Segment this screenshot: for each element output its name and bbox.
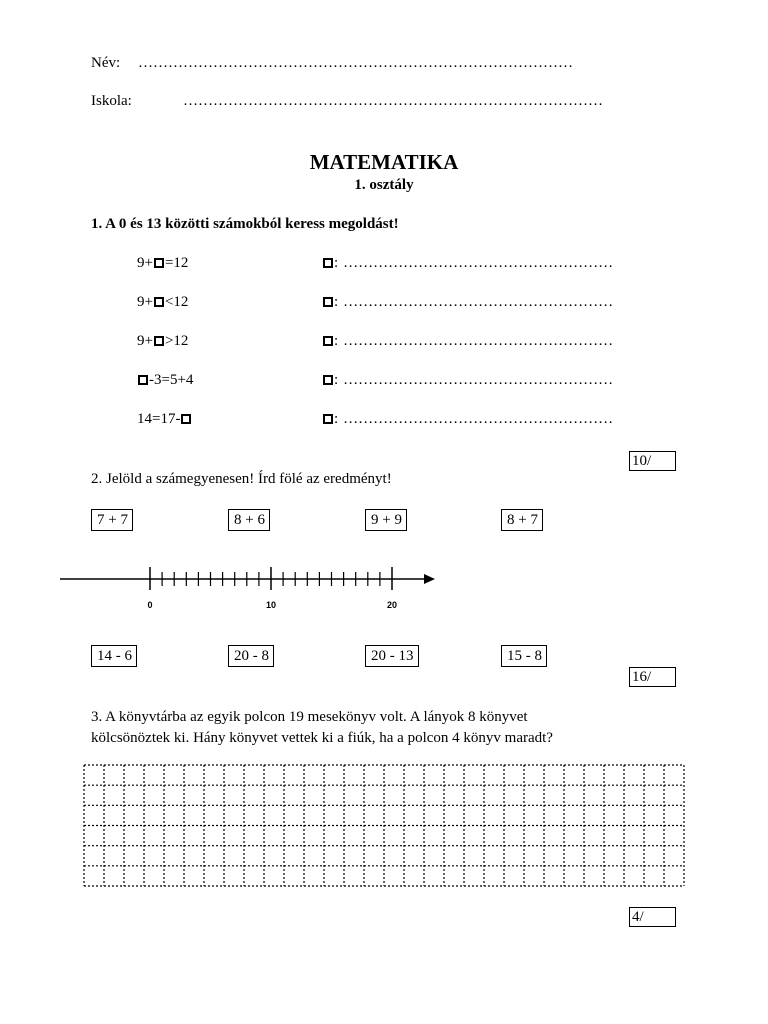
answer-dots: ……………………………………………… bbox=[343, 372, 614, 388]
bottom-expression-box[interactable]: 15 - 8 bbox=[501, 645, 547, 667]
blank-box-icon bbox=[181, 414, 191, 424]
task1-equation bbox=[137, 254, 188, 272]
equation-suffix: <12 bbox=[164, 294, 189, 310]
top-expression-box[interactable]: 9 + 9 bbox=[365, 509, 407, 531]
blank-box-icon bbox=[154, 258, 164, 268]
tick-label: 10 bbox=[265, 600, 277, 610]
school-dots[interactable]: ………………………………………………………………………… bbox=[183, 93, 603, 109]
task1-answer-line[interactable] bbox=[322, 410, 613, 428]
answer-colon: : bbox=[334, 255, 339, 271]
blank-box-icon bbox=[138, 375, 148, 385]
equation-suffix: >12 bbox=[164, 333, 189, 349]
name-line bbox=[91, 54, 120, 72]
task1-answer-line[interactable] bbox=[322, 293, 613, 311]
equation-suffix: =12 bbox=[164, 255, 189, 271]
blank-box-icon bbox=[323, 414, 333, 424]
equation-prefix: 9+ bbox=[137, 333, 153, 349]
task1-equation bbox=[137, 410, 192, 428]
task3-score-box[interactable]: 4/ bbox=[629, 907, 676, 927]
task1-equation bbox=[137, 371, 193, 389]
task1-answer-line[interactable] bbox=[322, 332, 613, 350]
school-label: Iskola: bbox=[91, 93, 132, 109]
tick-label: 0 bbox=[147, 600, 153, 610]
answer-dots: ……………………………………………… bbox=[343, 255, 614, 271]
answer-colon: : bbox=[334, 294, 339, 310]
number-line-ticks bbox=[150, 567, 392, 590]
blank-box-icon bbox=[323, 375, 333, 385]
answer-colon: : bbox=[334, 411, 339, 427]
equation-prefix: 14=17- bbox=[137, 411, 181, 427]
equation-suffix: -3=5+4 bbox=[149, 372, 194, 388]
bottom-expression-box[interactable]: 14 - 6 bbox=[91, 645, 137, 667]
tick-label: 20 bbox=[386, 600, 398, 610]
blank-box-icon bbox=[323, 336, 333, 346]
number-line-labels bbox=[147, 600, 397, 610]
answer-colon: : bbox=[334, 333, 339, 349]
answer-grid[interactable] bbox=[83, 764, 685, 888]
top-expression-box[interactable]: 8 + 6 bbox=[228, 509, 270, 531]
blank-box-icon bbox=[323, 258, 333, 268]
task3-line2: kölcsönöztek ki. Hány könyvet vettek ki a fiúk, ha a polcon 4 könyv maradt? bbox=[91, 730, 553, 746]
answer-dots: ……………………………………………… bbox=[343, 411, 614, 427]
blank-box-icon bbox=[154, 336, 164, 346]
task1-equation bbox=[137, 332, 188, 350]
blank-box-icon bbox=[323, 297, 333, 307]
answer-dots: ……………………………………………… bbox=[343, 294, 614, 310]
top-expression-box[interactable]: 8 + 7 bbox=[501, 509, 543, 531]
top-expression-box[interactable]: 7 + 7 bbox=[91, 509, 133, 531]
bottom-expression-box[interactable]: 20 - 8 bbox=[228, 645, 274, 667]
name-dots[interactable]: …………………………………………………………………………… bbox=[138, 55, 573, 71]
number-line-arrow-icon bbox=[424, 574, 435, 584]
task1-heading: 1. A 0 és 13 közötti számokból keress megoldást! bbox=[91, 216, 399, 232]
page-title: MATEMATIKA bbox=[309, 150, 459, 174]
task1-score-box[interactable]: 10/ bbox=[629, 451, 676, 471]
blank-box-icon bbox=[154, 297, 164, 307]
task1-answer-line[interactable] bbox=[322, 371, 613, 389]
equation-prefix: 9+ bbox=[137, 255, 153, 271]
equation-prefix: 9+ bbox=[137, 294, 153, 310]
task2-score-box[interactable]: 16/ bbox=[629, 667, 676, 687]
task3-line1: 3. A könyvtárba az egyik polcon 19 mesekönyv volt. A lányok 8 könyvet bbox=[91, 709, 528, 725]
task1-equation bbox=[137, 293, 188, 311]
bottom-expression-box[interactable]: 20 - 13 bbox=[365, 645, 419, 667]
answer-dots: ……………………………………………… bbox=[343, 333, 614, 349]
task2-heading: 2. Jelöld a számegyenesen! Írd fölé az eredményt! bbox=[91, 471, 392, 487]
name-label: Név: bbox=[91, 55, 121, 71]
number-line[interactable] bbox=[55, 560, 445, 615]
page-subtitle: 1. osztály bbox=[354, 177, 414, 193]
answer-colon: : bbox=[334, 372, 339, 388]
task1-answer-line[interactable] bbox=[322, 254, 613, 272]
